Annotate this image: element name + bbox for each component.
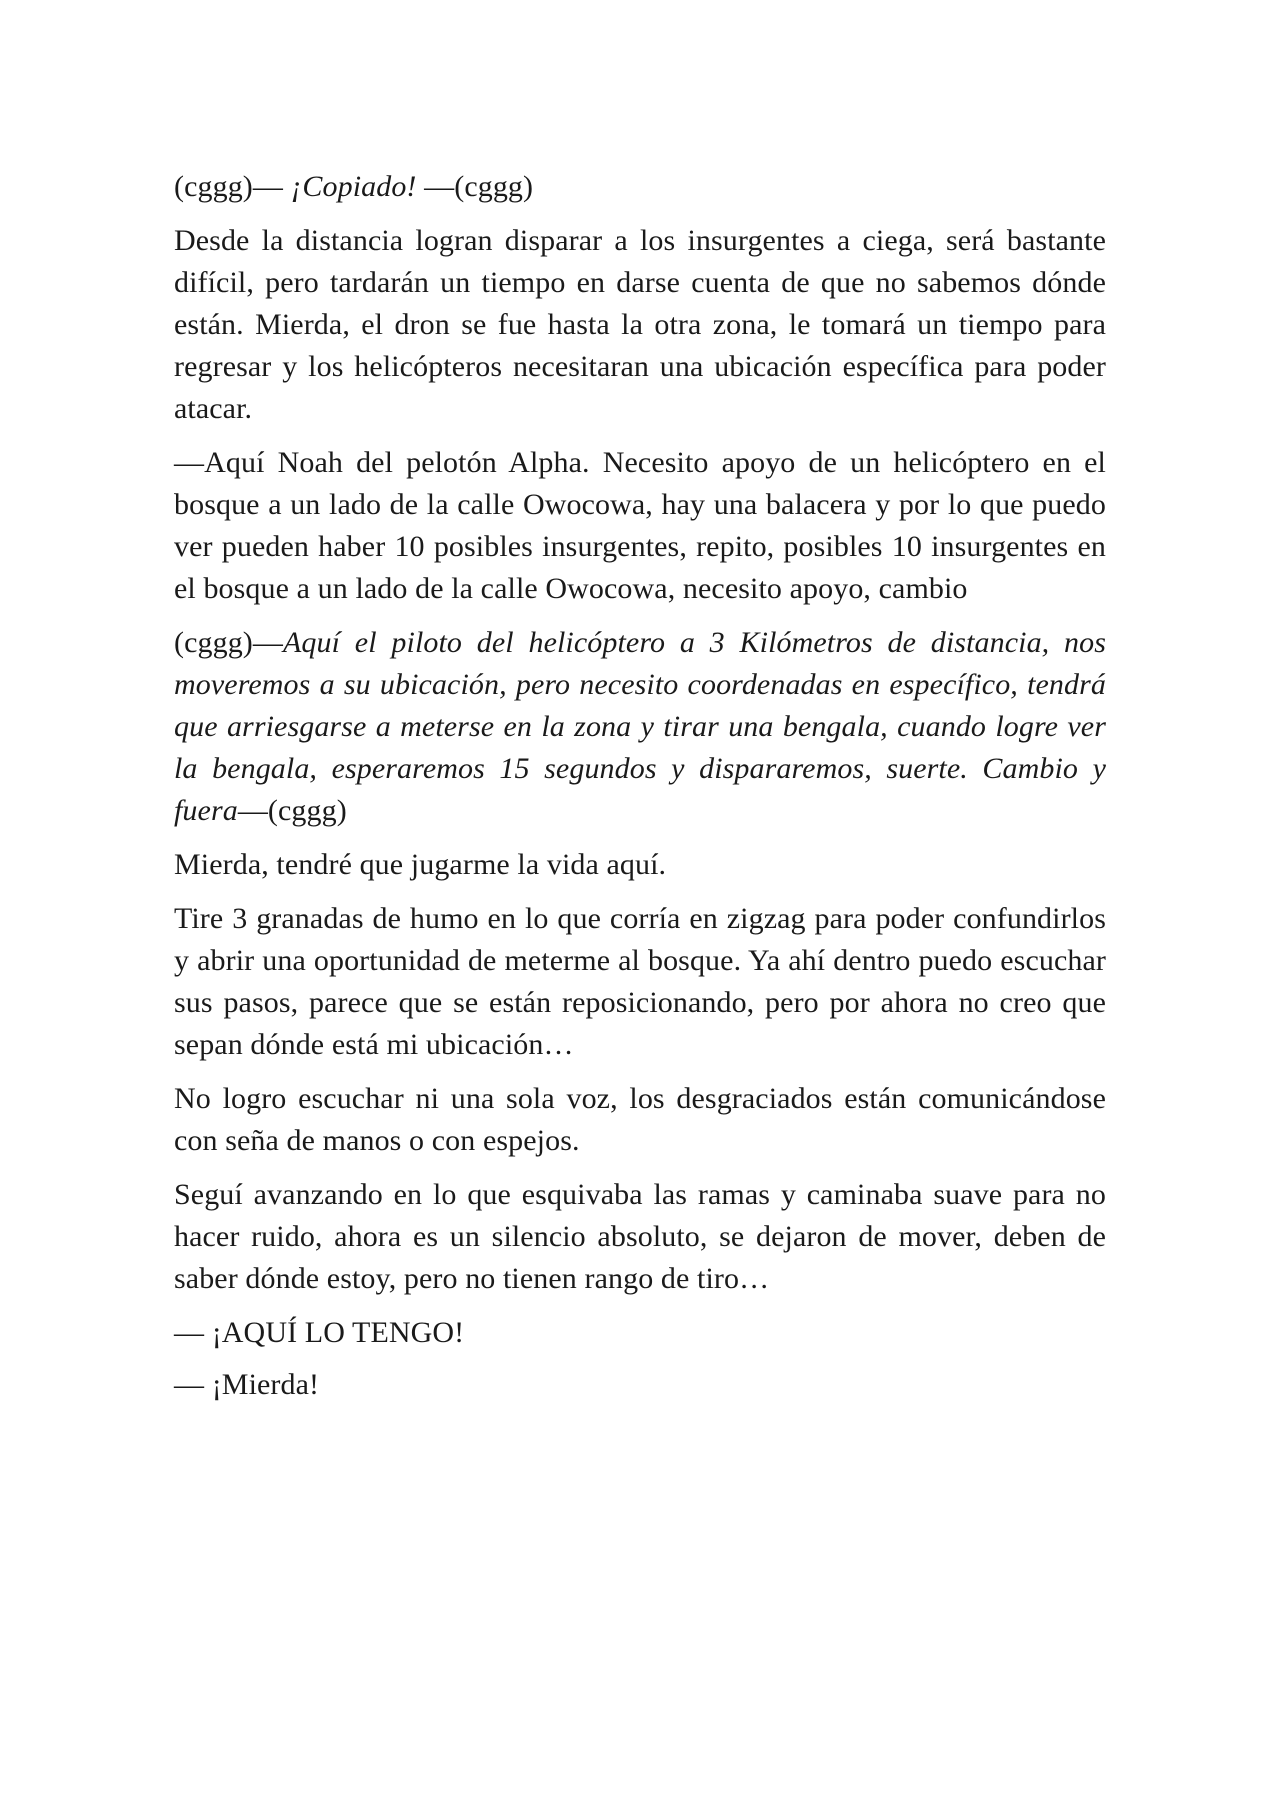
radio-prefix: (cggg)— xyxy=(174,626,283,659)
paragraph-radio-copiado xyxy=(174,166,1106,208)
paragraph-granadas: Tire 3 granadas de humo en lo que corría en zigzag para poder confundirlos y abrir una oportunidad de meterme al bosque. Ya ahí dentro puedo escuchar sus pasos, parece que se están reposicionando, pero por ahora no creo que sepan dónde está mi ubicación… xyxy=(174,902,1106,1061)
radio-suffix: —(cggg) xyxy=(237,794,347,827)
paragraph-avanzando: Seguí avanzando en lo que esquivaba las ramas y caminaba suave para no hacer ruido, ahora es un silencio absoluto, se dejaron de mover, deben de saber dónde estoy, pero no tienen rango de tiro… xyxy=(174,1178,1106,1295)
radio-prefix: (cggg)— xyxy=(174,170,291,203)
paragraph-distancia: Desde la distancia logran disparar a los insurgentes a ciega, será bastante difícil, pero tardarán un tiempo en darse cuenta de que no sabemos dónde están. Mierda, el dron se fue hasta la otra zona, le tomará un tiempo para regresar y los helicópteros necesitaran una ubicación específica para poder atacar. xyxy=(174,224,1106,425)
dialogue-aqui-lo-tengo: — ¡AQUÍ LO TENGO! xyxy=(174,1316,465,1349)
document-page xyxy=(174,166,1106,1416)
paragraph-jugarme: Mierda, tendré que jugarme la vida aquí. xyxy=(174,848,667,881)
radio-italic-text: Aquí el piloto del helicóptero a 3 Kilómetros de distancia, nos moveremos a su ubicación, pero necesito coordenadas en específico, tendrá que arriesgarse a meterse en la zona y tirar una bengala, cuando logre ver la bengala, esperaremos 15 segundos y dispararemos, suerte. Cambio y fuera xyxy=(174,626,1106,827)
paragraph-voz: No logro escuchar ni una sola voz, los desgraciados están comunicándose con seña de manos o con espejos. xyxy=(174,1082,1106,1157)
dialogue-mierda: — ¡Mierda! xyxy=(174,1368,320,1401)
radio-suffix: —(cggg) xyxy=(416,170,534,203)
paragraph-pilot-reply xyxy=(174,622,1106,832)
radio-italic-text: ¡Copiado! xyxy=(290,170,417,203)
paragraph-noah-request: —Aquí Noah del pelotón Alpha. Necesito apoyo de un helicóptero en el bosque a un lado de la calle Owocowa, hay una balacera y por lo que puedo ver pueden haber 10 posibles insurgentes, repito, posibles 10 insurgentes en el bosque a un lado de la calle Owocowa, necesito apoyo, cambio xyxy=(174,446,1106,605)
